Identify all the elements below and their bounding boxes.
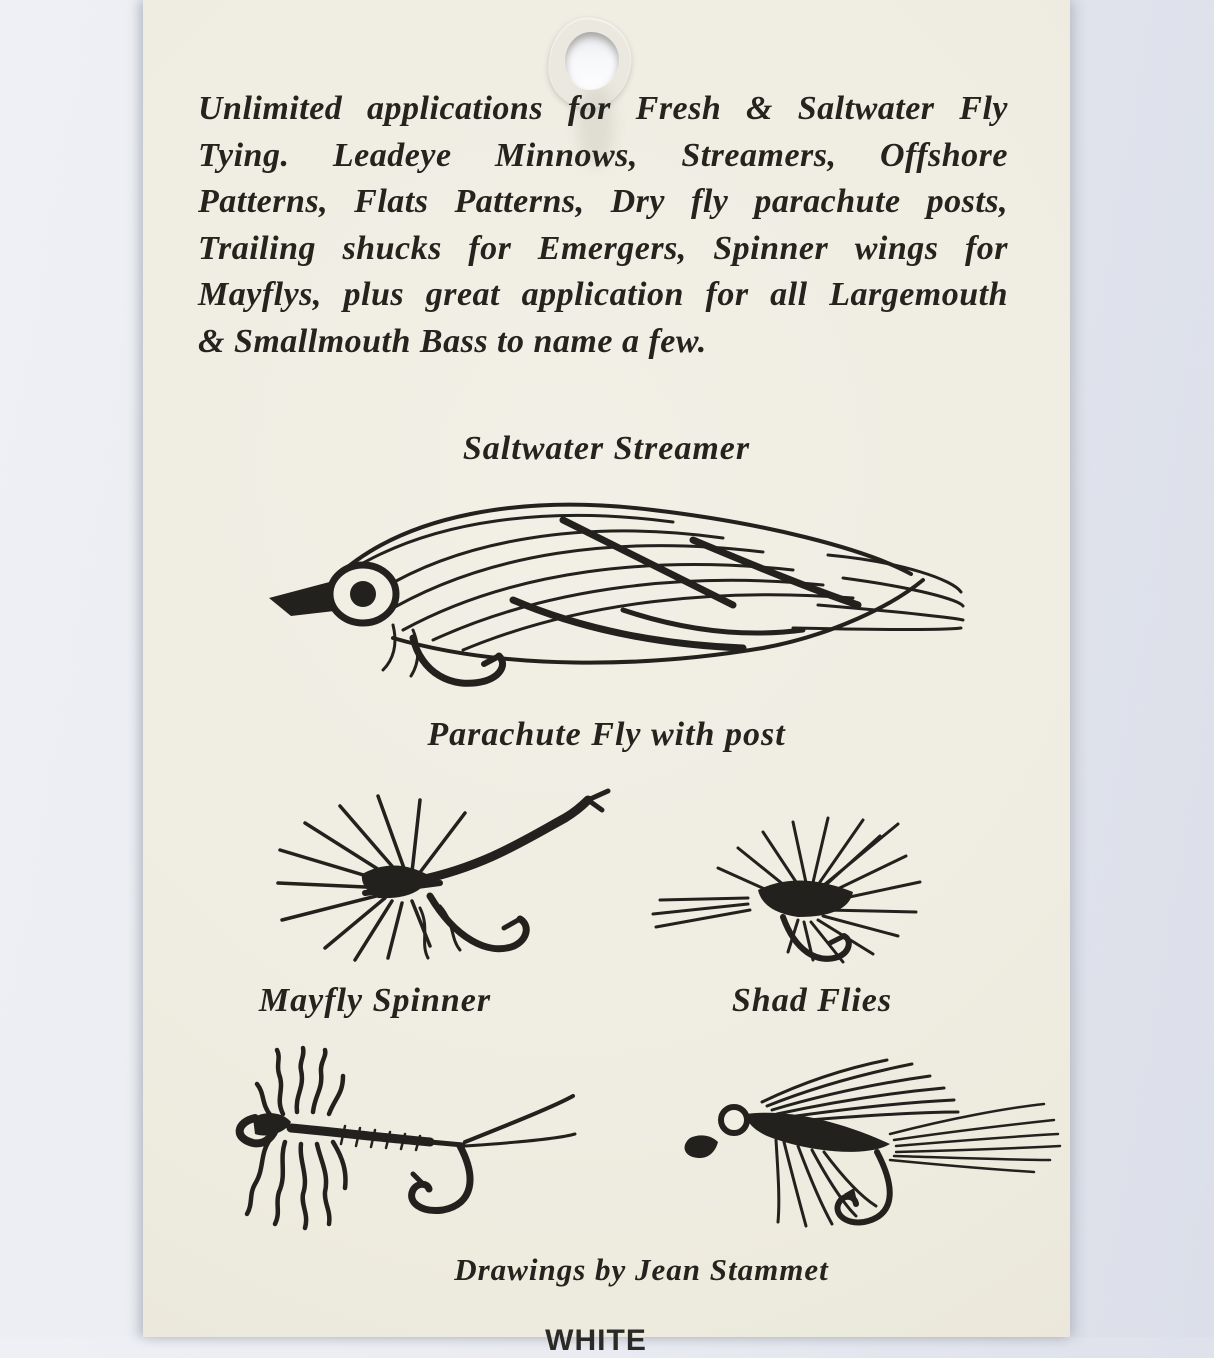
artist-credit: Drawings by Jean Stammet [454, 1252, 829, 1287]
label-saltwater-streamer: Saltwater Streamer [462, 430, 751, 467]
label-shad-flies: Shad Flies [731, 982, 893, 1019]
description-line: Trailing shucks for Emergers, Spinner wings for [198, 229, 1008, 267]
saltwater-streamer-drawing [263, 480, 963, 695]
shad-fly-drawing [672, 1054, 1062, 1250]
mayfly-tail [465, 1096, 573, 1142]
shad-eye [721, 1107, 747, 1133]
description-line: Unlimited applications for Fresh & Saltwater Fly [198, 90, 1008, 127]
label-parachute-fly: Parachute Fly with post [427, 716, 786, 753]
description-line: & Smallmouth Bass to name a few. [198, 322, 707, 360]
shad-snout [685, 1135, 718, 1158]
parachute-fly-starburst-drawing [648, 816, 948, 966]
description-line: Patterns, Flats Patterns, Dry fly parachute posts, [198, 183, 1008, 220]
streamer-pupil [350, 581, 376, 607]
description-line: Mayflys, plus great application for all Largemouth [198, 276, 1008, 313]
description-paragraph [198, 86, 1008, 365]
bottom-partial-text: WHITE [545, 1324, 647, 1357]
description-line: Tying. Leadeye Minnows, Streamers, Offshore [198, 136, 1008, 174]
shad-hook [837, 1152, 889, 1222]
product-card [143, 0, 1070, 1357]
label-mayfly-spinner: Mayfly Spinner [258, 982, 492, 1019]
mayfly-spinner-drawing [225, 1046, 575, 1236]
parachute-fly-with-shuck-drawing [270, 788, 642, 966]
